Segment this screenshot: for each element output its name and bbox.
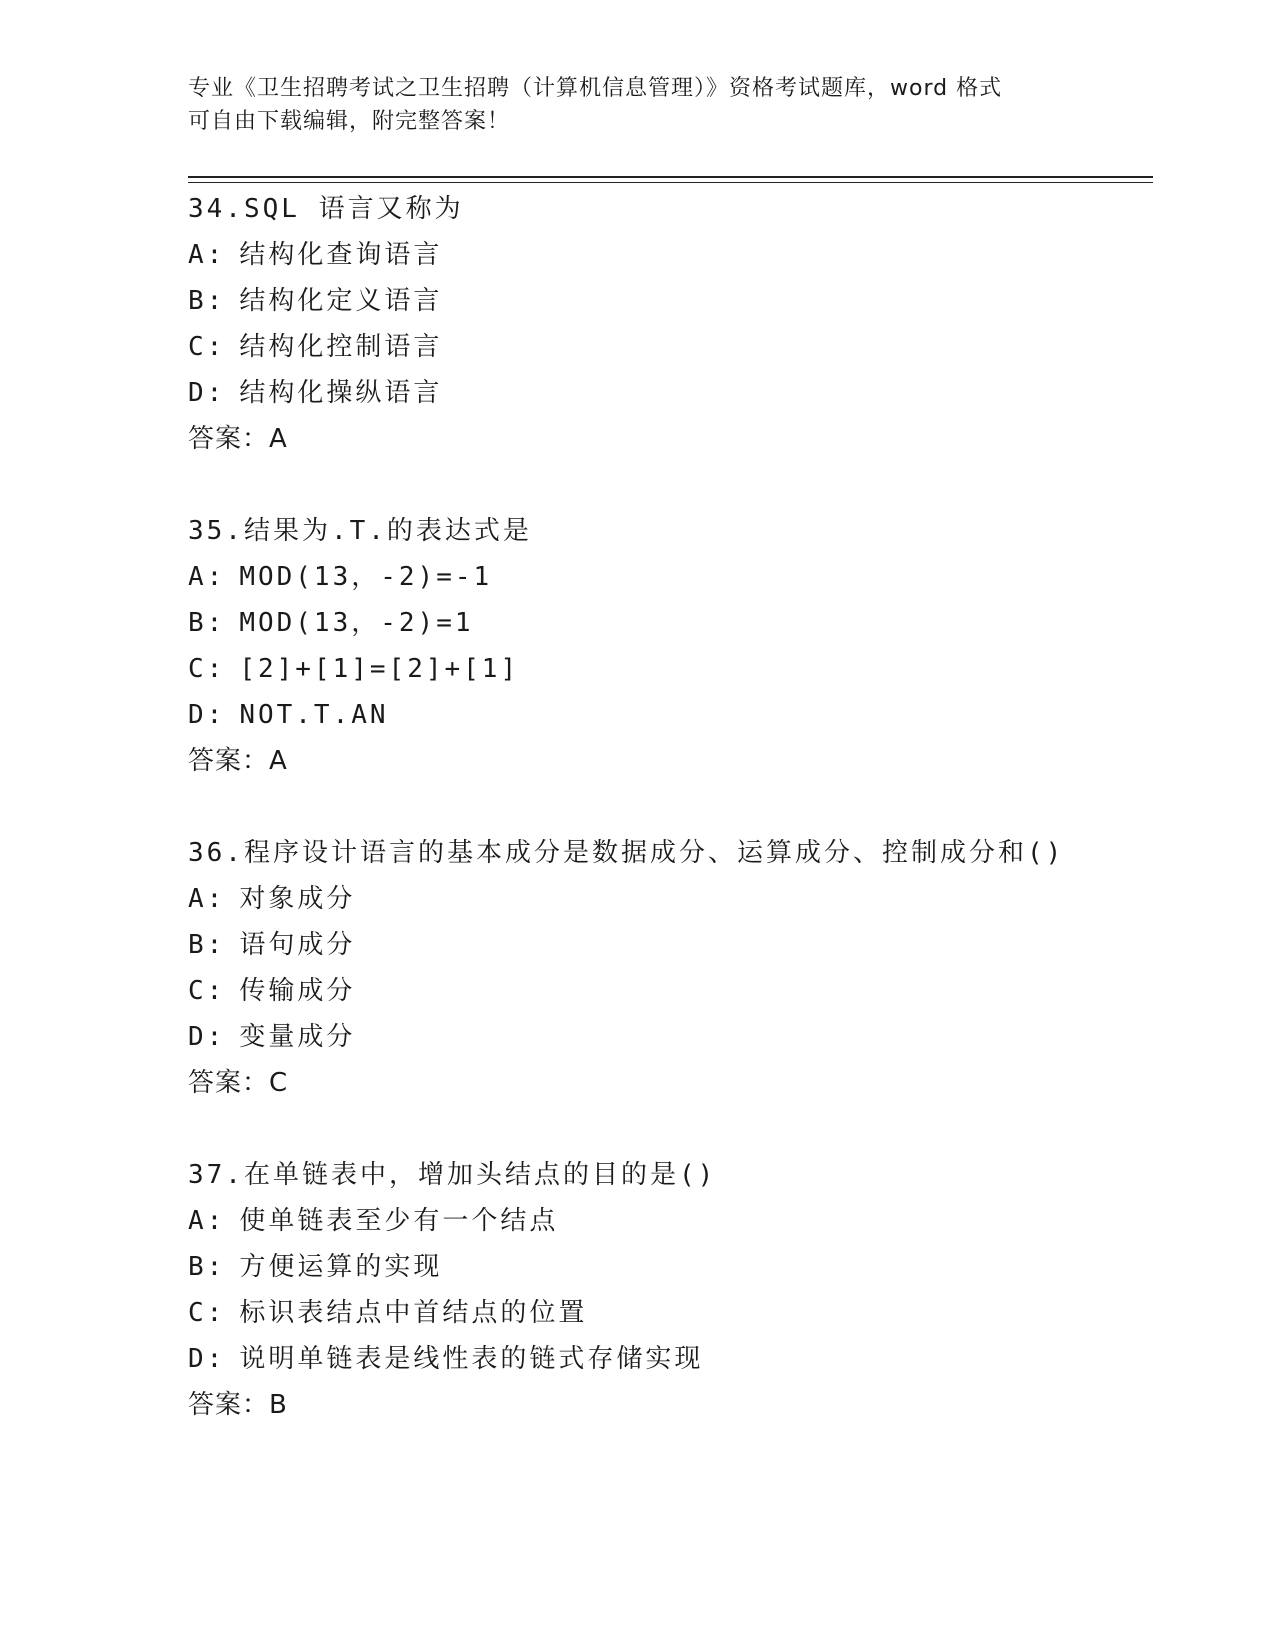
option-label: D: [188, 1344, 226, 1374]
option-c [188, 324, 1153, 370]
question-36 [188, 830, 1153, 1106]
question-stem: 36.程序设计语言的基本成分是数据成分、运算成分、控制成分和() [188, 838, 1065, 868]
header-line-2: 可自由下载编辑，附完整答案！ [188, 109, 511, 134]
option-label: C: [188, 1298, 226, 1328]
option-a [188, 876, 1153, 922]
answer-line: 答案：C [188, 1068, 289, 1098]
question-stem: 35.结果为.T.的表达式是 [188, 516, 532, 546]
option-label: C: [188, 654, 226, 684]
option-text: 语句成分 [239, 930, 356, 960]
option-label: B: [188, 930, 226, 960]
option-label: D: [188, 700, 226, 730]
option-b [188, 600, 1153, 646]
option-c [188, 968, 1153, 1014]
option-b [188, 278, 1153, 324]
option-d [188, 370, 1153, 416]
option-text: 使单链表至少有一个结点 [239, 1206, 559, 1236]
option-label: B: [188, 1252, 226, 1282]
option-label: A: [188, 240, 226, 270]
option-label: B: [188, 286, 226, 316]
option-c [188, 646, 1153, 692]
question-list [188, 186, 1153, 1474]
option-text: [2]+[1]=[2]+[1] [239, 654, 520, 684]
question-stem: 37.在单链表中，增加头结点的目的是() [188, 1160, 717, 1190]
option-text: 传输成分 [239, 976, 356, 1006]
option-text: 结构化操纵语言 [239, 378, 443, 408]
header-divider-thick [188, 176, 1153, 178]
option-label: C: [188, 332, 226, 362]
option-c [188, 1290, 1153, 1336]
document-header [188, 72, 1088, 138]
answer-line: 答案：B [188, 1390, 288, 1420]
option-label: A: [188, 562, 226, 592]
header-line-1: 专业《卫生招聘考试之卫生招聘（计算机信息管理）》资格考试题库，word 格式 [188, 76, 1003, 101]
option-b [188, 1244, 1153, 1290]
question-37 [188, 1152, 1153, 1428]
option-text: NOT.T.AN [239, 700, 389, 730]
question-34 [188, 186, 1153, 462]
option-d [188, 692, 1153, 738]
option-label: A: [188, 884, 226, 914]
option-text: 方便运算的实现 [239, 1252, 443, 1282]
question-stem: 34.SQL 语言又称为 [188, 194, 464, 224]
option-b [188, 922, 1153, 968]
option-text: MOD(13，-2)=1 [239, 608, 474, 638]
option-text: 说明单链表是线性表的链式存储实现 [239, 1344, 704, 1374]
option-text: 结构化定义语言 [239, 286, 443, 316]
option-a [188, 554, 1153, 600]
option-label: D: [188, 378, 226, 408]
option-label: A: [188, 1206, 226, 1236]
option-text: 标识表结点中首结点的位置 [239, 1298, 588, 1328]
answer-line: 答案：A [188, 746, 288, 776]
option-d [188, 1336, 1153, 1382]
option-text: 对象成分 [239, 884, 356, 914]
option-d [188, 1014, 1153, 1060]
option-text: 结构化控制语言 [239, 332, 443, 362]
option-text: MOD(13，-2)=-1 [239, 562, 493, 592]
option-label: B: [188, 608, 226, 638]
option-a [188, 232, 1153, 278]
option-text: 变量成分 [239, 1022, 356, 1052]
option-label: C: [188, 976, 226, 1006]
option-text: 结构化查询语言 [239, 240, 443, 270]
option-label: D: [188, 1022, 226, 1052]
header-divider-thin [188, 182, 1153, 183]
option-a [188, 1198, 1153, 1244]
question-35 [188, 508, 1153, 784]
answer-line: 答案：A [188, 424, 288, 454]
